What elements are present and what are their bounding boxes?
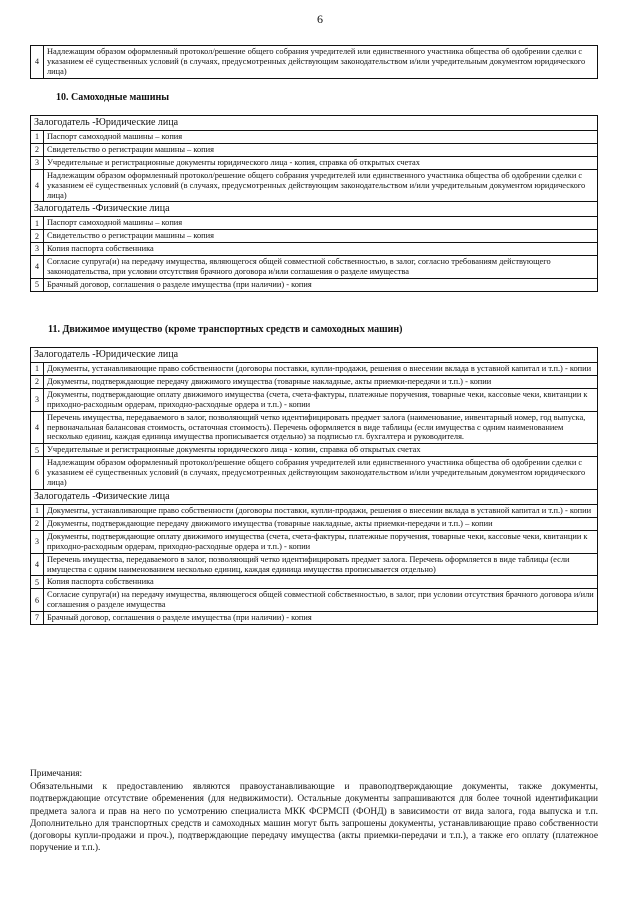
- notes-block: [30, 768, 598, 855]
- table-row: [31, 388, 598, 411]
- section-11-title: 11. Движимое имущество (кроме транспортных средств и самоходных машин): [48, 324, 403, 335]
- row-number: 3: [31, 156, 44, 169]
- section-10-table: [30, 115, 598, 292]
- table-row: [31, 169, 598, 202]
- row-number: 4: [31, 553, 44, 576]
- table-row: [31, 143, 598, 156]
- table-row: [31, 156, 598, 169]
- group-heading-row: [31, 489, 598, 504]
- table-row: [31, 444, 598, 457]
- row-number: 1: [31, 363, 44, 376]
- group-heading-row: [31, 116, 598, 131]
- row-text: Надлежащим образом оформленный протокол/решение общего собрания учредителей или единственного участника общества об одобрении сделки с указанием её существенных условий (в случаях, предусмотренных действующим законодательством и/или учредительным документом юридического лица): [44, 457, 598, 490]
- table-row: [31, 217, 598, 230]
- table-row: [31, 589, 598, 612]
- row-text: Надлежащим образом оформленный протокол/решение общего собрания учредителей или единственного участника общества об одобрении сделки с указанием её существенных условий (в случаях, предусмотренных действующим законодательством и/или учредительным документом юридического лица): [44, 46, 598, 79]
- section-10-table-block: [30, 115, 598, 292]
- row-text: Копия паспорта собственника: [44, 576, 598, 589]
- row-number: 2: [31, 517, 44, 530]
- row-text: Документы, подтверждающие передачу движимого имущества (товарные накладные, акты приемки-передачи и т.п.) - копии: [44, 375, 598, 388]
- section-11-table: [30, 347, 598, 625]
- table-row: [31, 530, 598, 553]
- group-heading: Залогодатель -Физические лица: [31, 202, 598, 217]
- table-row: [31, 553, 598, 576]
- row-text: Копия паспорта собственника: [44, 243, 598, 256]
- row-text: Документы, устанавливающие право собственности (договоры поставки, купли-продажи, решения о внесении вклада в уставной капитал и т.п.) - копии: [44, 504, 598, 517]
- row-text: Паспорт самоходной машины – копия: [44, 131, 598, 144]
- notes-heading: Примечания:: [30, 769, 83, 779]
- row-text: Документы, подтверждающие оплату движимого имущества (счета, счета-фактуры, платежные поручения, товарные чеки, кассовые чеки, квитанции к приходно-расходным ордерам, приходно-расходные ордера и т.п.) - копии: [44, 530, 598, 553]
- section-10-title: 10. Самоходные машины: [56, 92, 170, 103]
- row-text: Документы, подтверждающие передачу движимого имущества (товарные накладные, акты приемки-передачи и т.п.) – копии: [44, 517, 598, 530]
- row-text: Учредительные и регистрационные документы юридического лица - копия, справка об открытых счетах: [44, 156, 598, 169]
- table-row: [31, 457, 598, 490]
- row-number: 3: [31, 530, 44, 553]
- row-text: Документы, подтверждающие оплату движимого имущества (счета, счета-фактуры, платежные поручения, товарные чеки, кассовые чеки, квитанции к приходно-расходным ордерам, приходно-расходные ордера и т.п.) - копии: [44, 388, 598, 411]
- row-text: Паспорт самоходной машины – копия: [44, 217, 598, 230]
- row-text: Свидетельство о регистрации машины – копия: [44, 143, 598, 156]
- group-heading: Залогодатель -Юридические лица: [31, 116, 598, 131]
- row-text: Свидетельство о регистрации машины – копия: [44, 230, 598, 243]
- row-number: 1: [31, 504, 44, 517]
- row-number: 4: [31, 46, 44, 79]
- row-number: 2: [31, 230, 44, 243]
- group-heading: Залогодатель -Юридические лица: [31, 348, 598, 363]
- table-row: [31, 131, 598, 144]
- row-number: 5: [31, 444, 44, 457]
- row-text: Документы, устанавливающие право собственности (договоры поставки, купли-продажи, решения о внесении вклада в уставной капитал и т.п.) - копии: [44, 363, 598, 376]
- row-number: 6: [31, 457, 44, 490]
- row-number: 4: [31, 411, 44, 444]
- row-text: Перечень имущества, передаваемого в залог, позволяющий четко идентифицировать предмет залога. Перечень оформляется в виде таблицы (если имущества с одним наименованием несколько единиц, каждая единица имущества прописывается отдельно): [44, 553, 598, 576]
- row-text: Брачный договор, соглашения о разделе имущества (при наличии) - копия: [44, 278, 598, 291]
- group-heading: Залогодатель -Физические лица: [31, 489, 598, 504]
- row-number: 3: [31, 243, 44, 256]
- row-number: 4: [31, 256, 44, 279]
- table-row: [31, 375, 598, 388]
- row-number: 3: [31, 388, 44, 411]
- row-number: 5: [31, 278, 44, 291]
- top-table: [30, 45, 598, 79]
- row-text: Брачный договор, соглашения о разделе имущества (при наличии) - копия: [44, 612, 598, 625]
- row-text: Согласие супруга(и) на передачу имущества, являющегося общей совместной собственностью, в залог, согласно требованиям действующего законодательства, при условии отсутствия брачного договора и/или соглашения о разделе имущества: [44, 256, 598, 279]
- row-number: 6: [31, 589, 44, 612]
- table-row: [31, 243, 598, 256]
- row-text: Учредительные и регистрационные документы юридического лица - копии, справка об открытых счетах: [44, 444, 598, 457]
- row-number: 2: [31, 375, 44, 388]
- table-row: [31, 363, 598, 376]
- row-text: Согласие супруга(и) на передачу имущества, являющегося общей совместной собственностью, в залог, при условии отсутствия брачного договора и/или соглашения о разделе имущества: [44, 589, 598, 612]
- group-heading-row: [31, 202, 598, 217]
- table-row: [31, 504, 598, 517]
- row-text: Надлежащим образом оформленный протокол/решение общего собрания учредителей или единственного участника общества об одобрении сделки с указанием её существенных условий (в случаях, предусмотренных действующим законодательством и/или учредительным документом юридического лица): [44, 169, 598, 202]
- table-row: [31, 256, 598, 279]
- table-row: [31, 612, 598, 625]
- table-row: [31, 230, 598, 243]
- table-row: [31, 411, 598, 444]
- notes-text: Обязательными к предоставлению являются правоустанавливающие и правоподтверждающие документы, также документы, подтверждающие отсутствие обременения (для недвижимости). Остальные документы запрашиваются для более точной идентификации предмета залога и прав на него по усмотрению специалиста МКК ФСРМСП (ФОНД) в зависимости от вида залога, года выпуска и т.п. Дополнительно для транспортных средств и самоходных машин могут быть запрошены документы, устанавливающие право собственности (договоры купли-продажи и проч.), подтверждающие передачу имущества (акты приемки-передачи и т.п.), а также его оплату (платежное поручение и т.п.).: [30, 782, 598, 854]
- row-number: 2: [31, 143, 44, 156]
- table-row: [31, 576, 598, 589]
- table-row: [31, 46, 598, 79]
- row-number: 5: [31, 576, 44, 589]
- table-row: [31, 278, 598, 291]
- row-number: 7: [31, 612, 44, 625]
- table-row: [31, 517, 598, 530]
- row-number: 4: [31, 169, 44, 202]
- section-11-table-block: [30, 347, 598, 625]
- row-number: 1: [31, 217, 44, 230]
- row-text: Перечень имущества, передаваемого в залог, позволяющий четко идентифицировать предмет залога (наименование, инвентарный номер, год выпуска, первоначальная балансовая стоимость, остаточная стоимость). Перечень оформляется в виде таблицы (если имущества с одним наименованием несколько единиц, каждая единица имущества прописывается отдельно) за подписью гл. бухгалтера и руководителя.: [44, 411, 598, 444]
- row-number: 1: [31, 131, 44, 144]
- page-number: 6: [317, 12, 323, 26]
- top-table-block: [30, 45, 598, 79]
- group-heading-row: [31, 348, 598, 363]
